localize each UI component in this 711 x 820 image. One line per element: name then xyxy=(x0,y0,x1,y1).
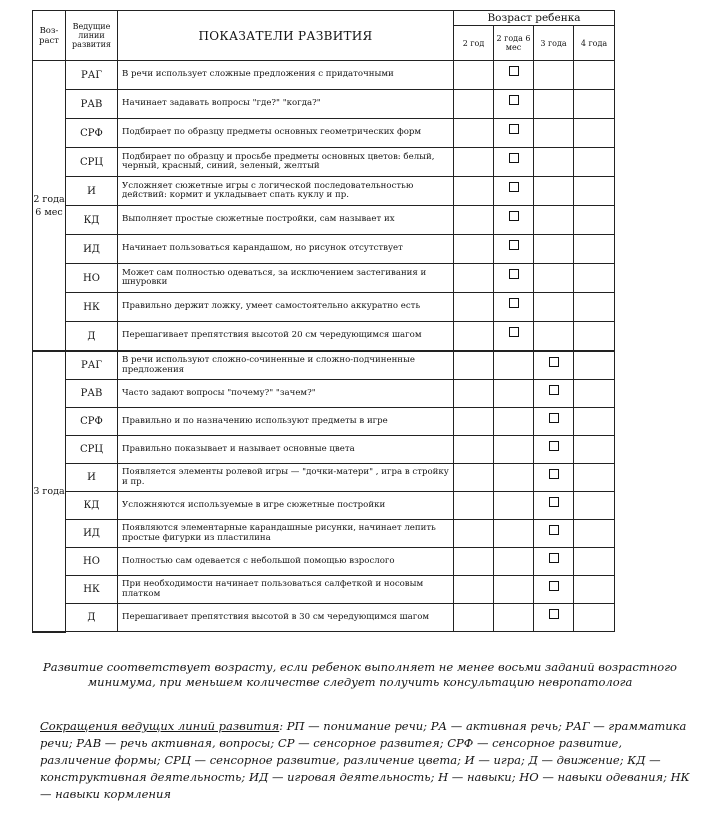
age-column-cell xyxy=(454,408,494,436)
checkbox[interactable] xyxy=(549,525,559,535)
indicator-text: Начинает задавать вопросы "где?" "когда?" xyxy=(118,90,454,119)
checkbox[interactable] xyxy=(509,269,519,279)
header-lines: Ведущие линии развития xyxy=(66,11,118,61)
header-age-4y: 4 года xyxy=(574,26,615,61)
age-column-cell xyxy=(494,604,534,632)
indicator-text: Полностью сам одевается с небольшой помощью взрослого xyxy=(118,548,454,576)
checkbox[interactable] xyxy=(509,182,519,192)
age-column-cell xyxy=(454,177,494,206)
indicator-text: Начинает пользоваться карандашом, но рисунок отсутствует xyxy=(118,235,454,264)
age-column-cell xyxy=(454,576,494,604)
header-age-group: Возраст ребенка xyxy=(454,11,615,26)
age-column-cell xyxy=(534,464,574,492)
checkbox[interactable] xyxy=(549,553,559,563)
age-column-cell xyxy=(454,380,494,408)
checkbox[interactable] xyxy=(549,441,559,451)
indicator-text: Усложняются используемые в игре сюжетные постройки xyxy=(118,492,454,520)
checkbox[interactable] xyxy=(549,385,559,395)
age-column-cell xyxy=(454,351,494,380)
line-code: СРФ xyxy=(66,119,118,148)
table-row xyxy=(33,119,615,148)
table-row xyxy=(33,464,615,492)
line-code: РАГ xyxy=(66,61,118,90)
indicator-text: Может сам полностью одеваться, за исключением застегивания и шнуровки xyxy=(118,264,454,293)
checkbox[interactable] xyxy=(549,413,559,423)
checkbox[interactable] xyxy=(509,327,519,337)
age-column-cell xyxy=(534,408,574,436)
header-age-2y: 2 год xyxy=(454,26,494,61)
age-column-cell xyxy=(494,408,534,436)
table-row xyxy=(33,293,615,322)
age-column-cell xyxy=(494,235,534,264)
table-row xyxy=(33,520,615,548)
age-column-cell xyxy=(574,206,615,235)
age-column-cell xyxy=(574,293,615,322)
age-column-cell xyxy=(574,576,615,604)
table-row xyxy=(33,177,615,206)
line-code: И xyxy=(66,177,118,206)
age-column-cell xyxy=(454,264,494,293)
age-column-cell xyxy=(494,351,534,380)
header-age-3y: 3 года xyxy=(534,26,574,61)
age-column-cell xyxy=(494,464,534,492)
development-table xyxy=(32,10,615,633)
age-section-label: 3 года xyxy=(33,351,66,632)
age-column-cell xyxy=(574,520,615,548)
indicator-text: В речи используют сложно-сочиненные и сложно-подчиненные предложения xyxy=(118,351,454,380)
age-column-cell xyxy=(534,604,574,632)
line-code: РАВ xyxy=(66,90,118,119)
age-column-cell xyxy=(574,61,615,90)
age-column-cell xyxy=(534,322,574,352)
checkbox[interactable] xyxy=(549,469,559,479)
age-column-cell xyxy=(574,177,615,206)
table-body xyxy=(33,61,615,632)
age-column-cell xyxy=(574,119,615,148)
age-column-cell xyxy=(494,177,534,206)
age-column-cell xyxy=(574,408,615,436)
header-age-2y6m: 2 года 6 мес xyxy=(494,26,534,61)
age-column-cell xyxy=(574,380,615,408)
table-row xyxy=(33,264,615,293)
indicator-text: Подбирает по образцу и просьбе предметы основных цветов: белый, черный, красный, синий, зеленый, желтый xyxy=(118,148,454,177)
checkbox[interactable] xyxy=(509,95,519,105)
checkbox[interactable] xyxy=(509,298,519,308)
age-column-cell xyxy=(454,436,494,464)
checkbox[interactable] xyxy=(509,124,519,134)
age-column-cell xyxy=(454,148,494,177)
indicator-text: Часто задают вопросы "почему?" "зачем?" xyxy=(118,380,454,408)
age-column-cell xyxy=(494,492,534,520)
age-column-cell xyxy=(454,520,494,548)
age-column-cell xyxy=(534,90,574,119)
age-column-cell xyxy=(574,148,615,177)
age-column-cell xyxy=(534,148,574,177)
indicator-text: Появляются элементарные карандашные рисунки, начинает лепить простые фигурки из пластилина xyxy=(118,520,454,548)
age-column-cell xyxy=(534,576,574,604)
development-table-sheet xyxy=(32,10,614,633)
age-column-cell xyxy=(574,604,615,632)
indicator-text: Усложняет сюжетные игры с логической последовательностью действий: кормит и укладывает спать куклу и пр. xyxy=(118,177,454,206)
line-code: НО xyxy=(66,264,118,293)
indicator-text: Перешагивает препятствия высотой 20 см чередующимся шагом xyxy=(118,322,454,352)
table-row xyxy=(33,235,615,264)
checkbox[interactable] xyxy=(509,66,519,76)
line-code: РАВ xyxy=(66,380,118,408)
checkbox[interactable] xyxy=(509,240,519,250)
age-column-cell xyxy=(574,264,615,293)
age-column-cell xyxy=(534,235,574,264)
age-column-cell xyxy=(534,177,574,206)
age-column-cell xyxy=(454,206,494,235)
table-row xyxy=(33,408,615,436)
age-column-cell xyxy=(494,61,534,90)
checkbox[interactable] xyxy=(549,497,559,507)
checkbox[interactable] xyxy=(509,211,519,221)
indicator-text: В речи использует сложные предложения с придаточными xyxy=(118,61,454,90)
age-section-label: 2 года 6 мес xyxy=(33,61,66,352)
checkbox[interactable] xyxy=(549,357,559,367)
table-row xyxy=(33,148,615,177)
indicator-text: Выполняет простые сюжетные постройки, сам называет их xyxy=(118,206,454,235)
age-column-cell xyxy=(534,61,574,90)
age-column-cell xyxy=(454,604,494,632)
table-row xyxy=(33,206,615,235)
age-column-cell xyxy=(494,148,534,177)
line-code: СРЦ xyxy=(66,436,118,464)
age-column-cell xyxy=(494,520,534,548)
age-column-cell xyxy=(494,380,534,408)
age-column-cell xyxy=(534,380,574,408)
line-code: НО xyxy=(66,548,118,576)
indicator-text: Правильно и по назначению используют предметы в игре xyxy=(118,408,454,436)
header-indicators: ПОКАЗАТЕЛИ РАЗВИТИЯ xyxy=(118,11,454,61)
line-code: НК xyxy=(66,576,118,604)
line-code: СРФ xyxy=(66,408,118,436)
indicator-text: Правильно показывает и называет основные цвета xyxy=(118,436,454,464)
table-row xyxy=(33,548,615,576)
age-column-cell xyxy=(454,61,494,90)
age-column-cell xyxy=(454,235,494,264)
abbreviations-text: : РП — понимание речи; РА — активная речь; РАГ — грамматика речи; РАВ — речь активная, вопросы; СР — сенсорное развитея; СРФ — сенсорное развитие, различение формы; СРЦ — сенсорное развитие, различение цвета; И — игра; Д — движение; КД — конструктивная деятельность; ИД — игровая деятельность; Н — навыки; НО — навыки одевания; НК — навыки кормления xyxy=(40,719,690,801)
age-column-cell xyxy=(454,293,494,322)
age-column-cell xyxy=(574,235,615,264)
table-row xyxy=(33,380,615,408)
age-column-cell xyxy=(494,436,534,464)
age-column-cell xyxy=(494,264,534,293)
footnote-norm: Развитие соответствует возрасту, если ребенок выполняет не менее восьми заданий возрастного минимума, при меньшем количестве следует получить консультацию невропатолога xyxy=(43,660,677,689)
age-column-cell xyxy=(454,548,494,576)
header-age: Воз- раст xyxy=(33,11,66,61)
indicator-text: Подбирает по образцу предметы основных геометрических форм xyxy=(118,119,454,148)
table-row xyxy=(33,61,615,90)
table-row xyxy=(33,492,615,520)
age-column-cell xyxy=(454,492,494,520)
indicator-text: При необходимости начинает пользоваться салфеткой и носовым платком xyxy=(118,576,454,604)
age-column-cell xyxy=(534,264,574,293)
age-column-cell xyxy=(534,293,574,322)
age-column-cell xyxy=(534,436,574,464)
age-column-cell xyxy=(574,322,615,352)
age-column-cell xyxy=(574,464,615,492)
table-row xyxy=(33,604,615,632)
age-column-cell xyxy=(494,119,534,148)
age-column-cell xyxy=(574,351,615,380)
indicator-text: Перешагивает препятствия высотой в 30 см чередующимся шагом xyxy=(118,604,454,632)
line-code: Д xyxy=(66,322,118,352)
indicator-text: Правильно держит ложку, умеет самостоятельно аккуратно есть xyxy=(118,293,454,322)
line-code: КД xyxy=(66,492,118,520)
checkbox[interactable] xyxy=(509,153,519,163)
age-column-cell xyxy=(534,520,574,548)
indicator-text: Появляется элементы ролевой игры — "дочки-матери" , игра в стройку и пр. xyxy=(118,464,454,492)
age-column-cell xyxy=(534,548,574,576)
table-row xyxy=(33,90,615,119)
age-column-cell xyxy=(494,206,534,235)
line-code: НК xyxy=(66,293,118,322)
abbreviations-legend xyxy=(40,718,690,803)
line-code: Д xyxy=(66,604,118,632)
abbreviations-title: Сокращения ведущих линий развития xyxy=(40,719,280,733)
age-column-cell xyxy=(494,293,534,322)
age-column-cell xyxy=(574,436,615,464)
table-row xyxy=(33,322,615,352)
age-column-cell xyxy=(574,90,615,119)
line-code: ИД xyxy=(66,520,118,548)
age-column-cell xyxy=(574,492,615,520)
age-column-cell xyxy=(454,90,494,119)
checkbox[interactable] xyxy=(549,609,559,619)
line-code: И xyxy=(66,464,118,492)
table-row xyxy=(33,436,615,464)
line-code: СРЦ xyxy=(66,148,118,177)
age-column-cell xyxy=(454,464,494,492)
line-code: ИД xyxy=(66,235,118,264)
age-column-cell xyxy=(494,548,534,576)
age-column-cell xyxy=(534,119,574,148)
line-code: КД xyxy=(66,206,118,235)
table-row xyxy=(33,351,615,380)
age-column-cell xyxy=(494,576,534,604)
age-column-cell xyxy=(574,548,615,576)
age-column-cell xyxy=(534,206,574,235)
age-column-cell xyxy=(494,322,534,352)
age-column-cell xyxy=(534,492,574,520)
table-row xyxy=(33,576,615,604)
age-column-cell xyxy=(454,119,494,148)
age-column-cell xyxy=(534,351,574,380)
age-column-cell xyxy=(494,90,534,119)
checkbox[interactable] xyxy=(549,581,559,591)
age-column-cell xyxy=(454,322,494,352)
line-code: РАГ xyxy=(66,351,118,380)
